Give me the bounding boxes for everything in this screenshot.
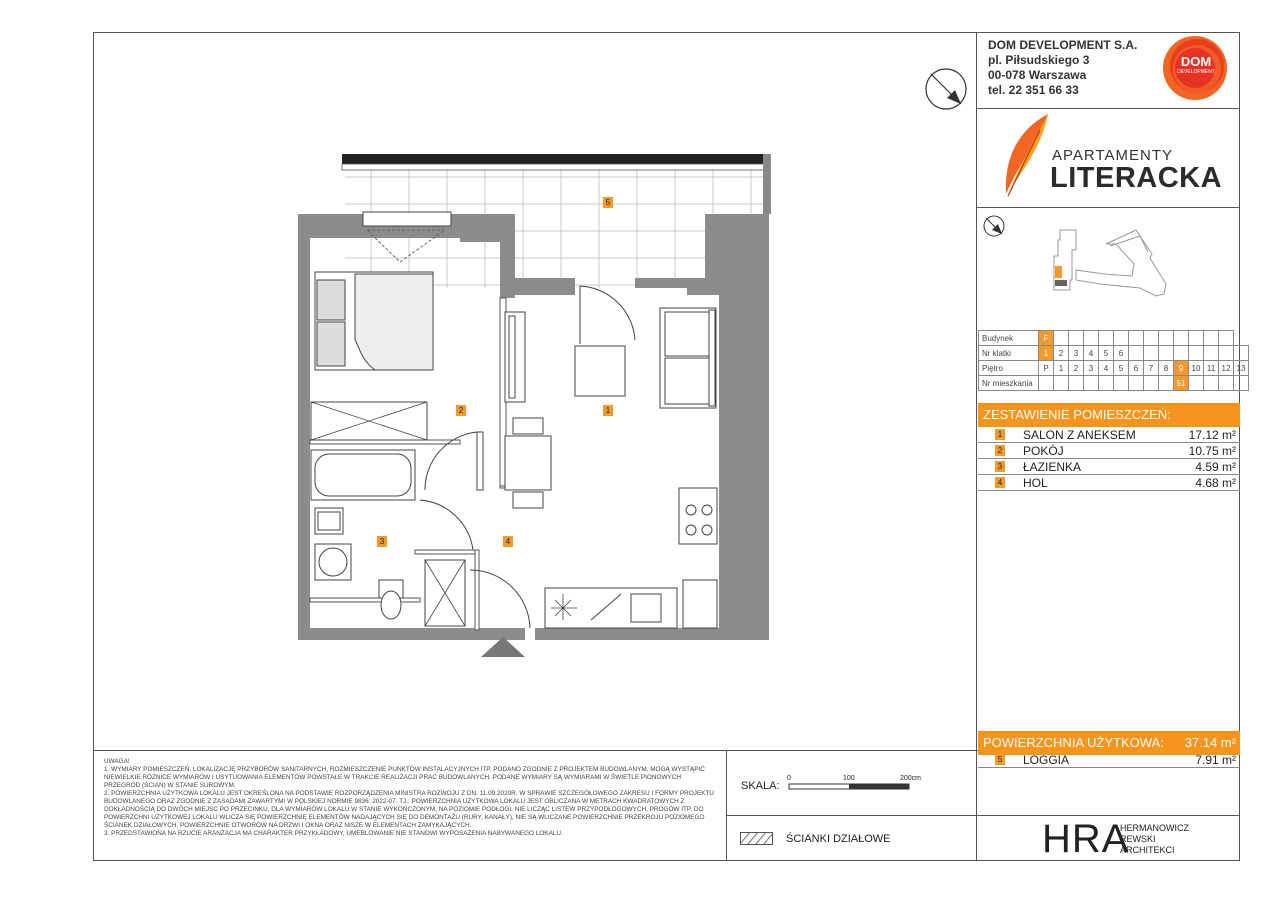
divider	[726, 750, 727, 861]
scale-tick: 100	[843, 775, 855, 782]
notes-header: UWAGA!	[104, 758, 130, 765]
architect-line: ARCHITEKCI	[1120, 845, 1175, 855]
project-title-main: LITERACKA	[1050, 162, 1223, 194]
empty-cell	[1219, 376, 1234, 391]
company-info	[988, 38, 1137, 98]
company-address: pl. Piłsudskiego 3	[988, 53, 1090, 67]
architect-line: REWSKI	[1120, 834, 1156, 844]
company-phone: tel. 22 351 66 33	[988, 83, 1079, 97]
loggia-row	[978, 752, 1240, 768]
scale-label: SKALA:	[741, 780, 780, 792]
floor-cell: 5	[1114, 361, 1129, 376]
scale-bar	[788, 783, 912, 791]
stair-cell: 3	[1069, 346, 1084, 361]
empty-cell	[1234, 346, 1249, 361]
room-area: 4.68 m²	[1195, 476, 1236, 490]
divider	[976, 815, 1240, 816]
architect-name	[1120, 823, 1189, 856]
rooms-header: ZESTAWIENIE POMIESZCZEŃ:	[978, 403, 1240, 427]
plan-tag-bathroom: 3	[377, 536, 387, 547]
note-item: 3. PRZEDSTAWIONA NA RZUCIE ARANŻACJA MA CHARAKTER PRZYKŁADOWY, UMEBLOWANIE NIE STANOWI WYPOSAŻENIA NABYWANEGO LOKALU.	[104, 830, 563, 837]
empty-cell	[1159, 346, 1174, 361]
stair-cell: 2	[1054, 346, 1069, 361]
feather-icon	[998, 110, 1056, 198]
floor-cell: 12	[1219, 361, 1234, 376]
room-name: HOL	[1023, 476, 1048, 490]
room-row	[978, 427, 1240, 443]
floor-cell: 8	[1159, 361, 1174, 376]
location-table	[978, 330, 1249, 391]
empty-cell	[1069, 376, 1084, 391]
room-number: 3	[995, 461, 1005, 472]
architect-line: HERMANOWICZ	[1120, 823, 1189, 833]
partition-label: ŚCIANKI DZIAŁOWE	[786, 833, 891, 845]
floor-cell: 6	[1129, 361, 1144, 376]
plan-tag-bedroom: 2	[456, 405, 466, 416]
usable-area-value: 37.14 m²	[1184, 735, 1236, 750]
room-area: 17.12 m²	[1188, 428, 1236, 442]
apartment-label: Nr mieszkania	[979, 376, 1039, 391]
company-city: 00-078 Warszawa	[988, 68, 1087, 82]
stair-cell: 4	[1084, 346, 1099, 361]
floor-label: Piętro	[979, 361, 1039, 376]
divider	[726, 815, 976, 816]
building-label: Budynek	[979, 331, 1039, 346]
floor-cell: 13	[1234, 361, 1249, 376]
empty-cell	[1114, 376, 1129, 391]
floor-cell: 9	[1174, 361, 1189, 376]
architect-logo: HRA	[1042, 817, 1130, 861]
scale-tick: 0	[787, 775, 791, 782]
divider	[976, 108, 1240, 109]
stair-cell: 6	[1114, 346, 1129, 361]
plan-tag-hall: 4	[503, 536, 513, 547]
empty-cell	[1054, 376, 1069, 391]
loggia-name: LOGGIA	[1023, 753, 1070, 767]
divider	[976, 207, 1240, 208]
building-value: F	[1039, 331, 1054, 346]
room-area: 4.59 m²	[1195, 460, 1236, 474]
empty-cell	[1219, 346, 1234, 361]
loggia-area: 7.91 m²	[1195, 753, 1236, 767]
usable-area-label: POWIERZCHNIA UŻYTKOWA:	[983, 735, 1164, 750]
divider-right-column	[976, 32, 977, 861]
floor-cell: 7	[1144, 361, 1159, 376]
room-number: 2	[995, 445, 1005, 456]
empty-cell	[1129, 346, 1144, 361]
room-row	[978, 443, 1240, 459]
empty-cell	[1159, 376, 1174, 391]
project-title-top: APARTAMENTY	[1052, 147, 1174, 164]
apartment-value: 51	[1174, 376, 1189, 391]
north-arrow-icon	[921, 64, 971, 114]
empty-cell	[1144, 346, 1159, 361]
stair-cell: 1	[1039, 346, 1054, 361]
scale-tick: 200cm	[900, 775, 922, 782]
floor-cell: 10	[1189, 361, 1204, 376]
room-name: ŁAZIENKA	[1023, 460, 1082, 474]
stair-label: Nr klatki	[979, 346, 1039, 361]
floor-cell: 11	[1204, 361, 1219, 376]
floor-cell: 4	[1099, 361, 1114, 376]
note-item: 2. POWIERZCHNIA UŻYTKOWA LOKALU JEST OKREŚLONA NA PODSTAWIE ROZPORZĄDZENIA MINISTRA ROZWOJU Z DN. 11.09.2020R. W SPRAWIE SZCZEGÓŁOWEGO ZAKRESU I FORMY PROJEKTU BUDOWLANEGO ORAZ ZGODNIE Z ZASADAMI ZAWARTYMI W POLSKIEJ NORMIE 9836: 2022-07. TJ.: POWIERZCHNIA UŻYTKOWA LOKALU JEST OBLICZANA W METRACH KWADRATOWYCH Z DOKŁADNOŚCIĄ DO DWÓCH MIEJSC PO PRZECINKU, DLA WYMIARÓW LOKALU W STANIE WYKOŃCZONYM, NA POZIOMIE PODŁOGI, NIE LICZĄC LISTEW PRZYPODŁOGOWYCH, PROGÓW ITP. DO POWIERZCHNI UŻYTKOWEJ LOKALU WLICZA SIĘ POWIERZCHNIĘ ELEMENTÓW NADAJĄCYCH SIĘ DO DEMONTAŻU (RURY, KANAŁY), NIE SĄ WLICZANE POWIERZCHNIE PRZEKROJU POZIOMEGO ŚCIANEK DZIAŁOWYCH, POWIERZCHNIE OTWORÓW NA DRZWI I OKNA ORAZ NISZE W ELEMENTACH ZAMYKAJĄCYCH.	[104, 790, 714, 829]
north-arrow-small-icon	[984, 216, 1004, 236]
stair-cell: 5	[1099, 346, 1114, 361]
empty-cell	[1129, 376, 1144, 391]
logo-text-development: DEVELOPMENT	[1177, 69, 1215, 75]
company-name: DOM DEVELOPMENT S.A.	[988, 38, 1138, 52]
room-number: 1	[995, 429, 1005, 440]
room-name: POKÓJ	[1023, 444, 1064, 458]
room-row	[978, 475, 1240, 491]
partition-hatch-icon	[740, 832, 774, 846]
loggia-number: 5	[995, 754, 1005, 765]
empty-cell	[1189, 376, 1204, 391]
empty-cell	[1234, 376, 1249, 391]
loggia-railing	[342, 154, 768, 164]
empty-cell	[1189, 346, 1204, 361]
floor-cell: P	[1039, 361, 1054, 376]
notes-block	[104, 758, 714, 838]
floor-plan	[295, 150, 775, 662]
room-row	[978, 459, 1240, 475]
empty-cell	[1144, 376, 1159, 391]
floor-cell: 2	[1069, 361, 1084, 376]
floor-cell: 3	[1084, 361, 1099, 376]
site-plan-mini	[980, 210, 1238, 328]
empty-cell	[1204, 376, 1219, 391]
note-item: 1. WYMIARY POMIESZCZEŃ, LOKALIZACJĘ PRZYBORÓW SANITARNYCH, ROZMIESZCZENIE PUNKTÓW INSTALACYJNYCH ITP. PODANO ZGODNIE Z PROJEKTEM BUDOWLANYM. MOGĄ WYSTĄPIĆ NIEWIELKIE RÓŻNICE WYMIARÓW I USYTUOWANIA ELEMENTÓW POWSTAŁE W TRAKCIE REALIZACJI PRAC BUDOWLANYCH. PODANE WYMIARY SĄ WYMIARAMI W ŚWIETLE PIONOWYCH PRZEGRÓD (ŚCIAN) W STANIE SUROWYM.	[104, 766, 705, 789]
floor-cell: 1	[1054, 361, 1069, 376]
room-name: SALON Z ANEKSEM	[1023, 428, 1136, 442]
plan-tag-loggia: 5	[603, 197, 613, 208]
room-area: 10.75 m²	[1188, 444, 1236, 458]
empty-cell	[1099, 376, 1114, 391]
plan-tag-living: 1	[603, 405, 613, 416]
empty-cell	[1174, 346, 1189, 361]
empty-cell	[1039, 376, 1054, 391]
room-number: 4	[995, 477, 1005, 488]
empty-cell	[1204, 346, 1219, 361]
logo-text-dom: DOM	[1180, 54, 1212, 69]
empty-cell	[1084, 376, 1099, 391]
